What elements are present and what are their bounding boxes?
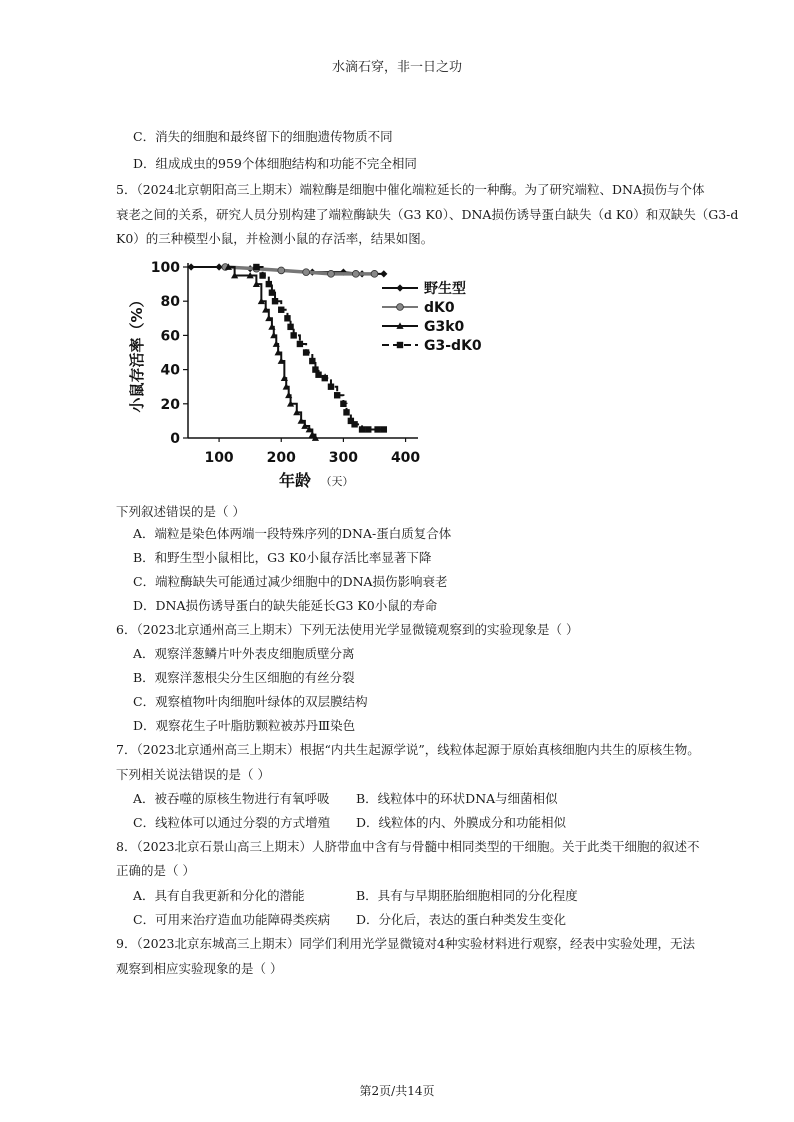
q6-option-a: A．观察洋葱鳞片叶外表皮细胞质壁分离 <box>133 646 355 661</box>
y-tick-label: 100 <box>150 260 180 276</box>
q8-option-c: C．可用来治疗造血功能障碍类疾病 <box>133 912 331 927</box>
q9-stem-line-1: 9．（2023北京东城高三上期末）同学们利用光学显微镜对4种实验材料进行观察，经表中实验处理，无法 <box>116 936 695 951</box>
q8-option-a: A．具有自我更新和分化的潜能 <box>133 888 305 903</box>
data-point-square <box>334 392 340 398</box>
q5-option-c: C．端粒酶缺失可能通过减少细胞中的DNA损伤影响衰老 <box>133 574 448 589</box>
data-point-square <box>290 332 296 338</box>
data-point-square <box>269 289 275 295</box>
q4-option-c: C．消失的细胞和最终留下的细胞遗传物质不同 <box>133 129 393 144</box>
q7-stem-line-2: 下列相关说法错误的是（ ） <box>116 767 270 782</box>
q9-stem-line-2: 观察到相应实验现象的是（ ） <box>116 961 283 976</box>
data-point-circle <box>371 270 378 277</box>
data-point-square <box>381 426 387 432</box>
x-tick-label: 300 <box>328 450 359 466</box>
data-point-circle <box>303 269 310 276</box>
q6-option-c: C．观察植物叶肉细胞叶绿体的双层膜结构 <box>133 694 368 709</box>
data-point-square <box>359 426 365 432</box>
y-tick-label: 60 <box>160 328 180 345</box>
q6-stem: 6．（2023北京通州高三上期末）下列无法使用光学显微镜观察到的实验现象是（ ） <box>116 622 579 637</box>
data-point-square <box>328 384 334 390</box>
q7-option-d: D．线粒体的内、外膜成分和功能相似 <box>356 815 567 830</box>
y-tick-label: 20 <box>160 396 180 413</box>
q8-stem-line-2: 正确的是（ ） <box>116 863 195 878</box>
q4-option-d: D．组成成虫的959个体细胞结构和功能不完全相同 <box>133 156 417 171</box>
legend-marker <box>397 342 403 348</box>
q6-option-d: D．观察花生子叶脂肪颗粒被苏丹Ⅲ染色 <box>133 718 356 733</box>
q7-option-a: A．被吞噬的原核生物进行有氧呼吸 <box>133 791 330 806</box>
y-tick-label: 80 <box>160 294 180 311</box>
legend-label: G3-dK0 <box>424 338 482 354</box>
data-point-square <box>322 375 328 381</box>
data-point-circle <box>328 270 335 277</box>
survival-chart <box>120 248 500 488</box>
x-tick-label: 400 <box>390 450 421 466</box>
data-point-circle <box>352 270 359 277</box>
q8-option-b: B．具有与早期胚胎细胞相同的分化程度 <box>356 888 578 903</box>
q7-option-b: B．线粒体中的环状DNA与细菌相似 <box>356 791 558 806</box>
q5-stem-line-2: 衰老之间的关系，研究人员分别构建了端粒酶缺失（G3 K0）、DNA损伤诱导蛋白缺失（d K0）和双缺失（G3-d <box>116 207 739 222</box>
q5-option-d: D．DNA损伤诱导蛋白的缺失能延长G3 K0小鼠的寿命 <box>133 598 438 613</box>
y-tick-label: 0 <box>170 431 180 447</box>
q5-prompt: 下列叙述错误的是（ ） <box>116 504 245 519</box>
x-axis-title: 年龄 <box>278 471 312 488</box>
q7-stem-line-1: 7．（2023北京通州高三上期末）根据“内共生起源学说”，线粒体起源于原始真核细胞内共生的原核生物。 <box>116 742 700 757</box>
series-line-square <box>256 267 383 429</box>
q5-stem-line-1: 5．（2024北京朝阳高三上期末）端粒酶是细胞中催化端粒延长的一种酶。为了研究端粒、DNA损伤与个体 <box>116 182 705 197</box>
page-header: 水滴石穿，非一日之功 <box>331 60 462 75</box>
x-axis-unit: （天） <box>320 475 354 488</box>
data-point-square <box>315 372 321 378</box>
q5-option-a: A．端粒是染色体两端一段特殊序列的DNA-蛋白质复合体 <box>133 526 452 541</box>
series-line-circle <box>225 267 374 274</box>
data-point-square <box>278 307 284 313</box>
q7-option-c: C．线粒体可以通过分裂的方式增殖 <box>133 815 331 830</box>
data-point-square <box>272 298 278 304</box>
data-point-square <box>253 264 259 270</box>
data-point-square <box>303 349 309 355</box>
x-tick-label: 200 <box>266 450 296 466</box>
data-point-square <box>287 324 293 330</box>
data-point-square <box>340 401 346 407</box>
data-point-diamond <box>380 270 387 277</box>
page-footer: 第2页/共14页 <box>359 1084 435 1098</box>
legend-marker <box>396 284 403 291</box>
data-point-square <box>284 315 290 321</box>
x-tick-label: 100 <box>204 450 234 466</box>
q8-stem-line-1: 8．（2023北京石景山高三上期末）人脐带血中含有与骨髓中相同类型的干细胞。关于此类干细胞的叙述不 <box>116 839 700 854</box>
legend-label: dK0 <box>424 300 455 316</box>
y-tick-label: 40 <box>160 362 180 379</box>
legend-label: 野生型 <box>424 281 466 297</box>
data-point-square <box>343 409 349 415</box>
data-point-square <box>266 281 272 287</box>
data-point-square <box>365 426 371 432</box>
q8-option-d: D．分化后，表达的蛋白种类发生变化 <box>356 912 567 927</box>
data-point-circle <box>278 267 285 274</box>
q6-option-b: B．观察洋葱根尖分生区细胞的有丝分裂 <box>133 670 355 685</box>
data-point-square <box>259 272 265 278</box>
data-point-square <box>351 421 357 427</box>
q5-option-b: B．和野生型小鼠相比，G3 K0小鼠存活比率显著下降 <box>133 550 432 565</box>
legend-marker <box>397 304 404 311</box>
y-axis-title: 小鼠存活率（%） <box>128 292 146 413</box>
q5-stem-line-3: K0）的三种模型小鼠，并检测小鼠的存活率，结果如图。 <box>116 231 434 246</box>
data-point-square <box>374 426 380 432</box>
data-point-square <box>309 358 315 364</box>
legend-label: G3k0 <box>424 319 465 335</box>
data-point-square <box>297 341 303 347</box>
